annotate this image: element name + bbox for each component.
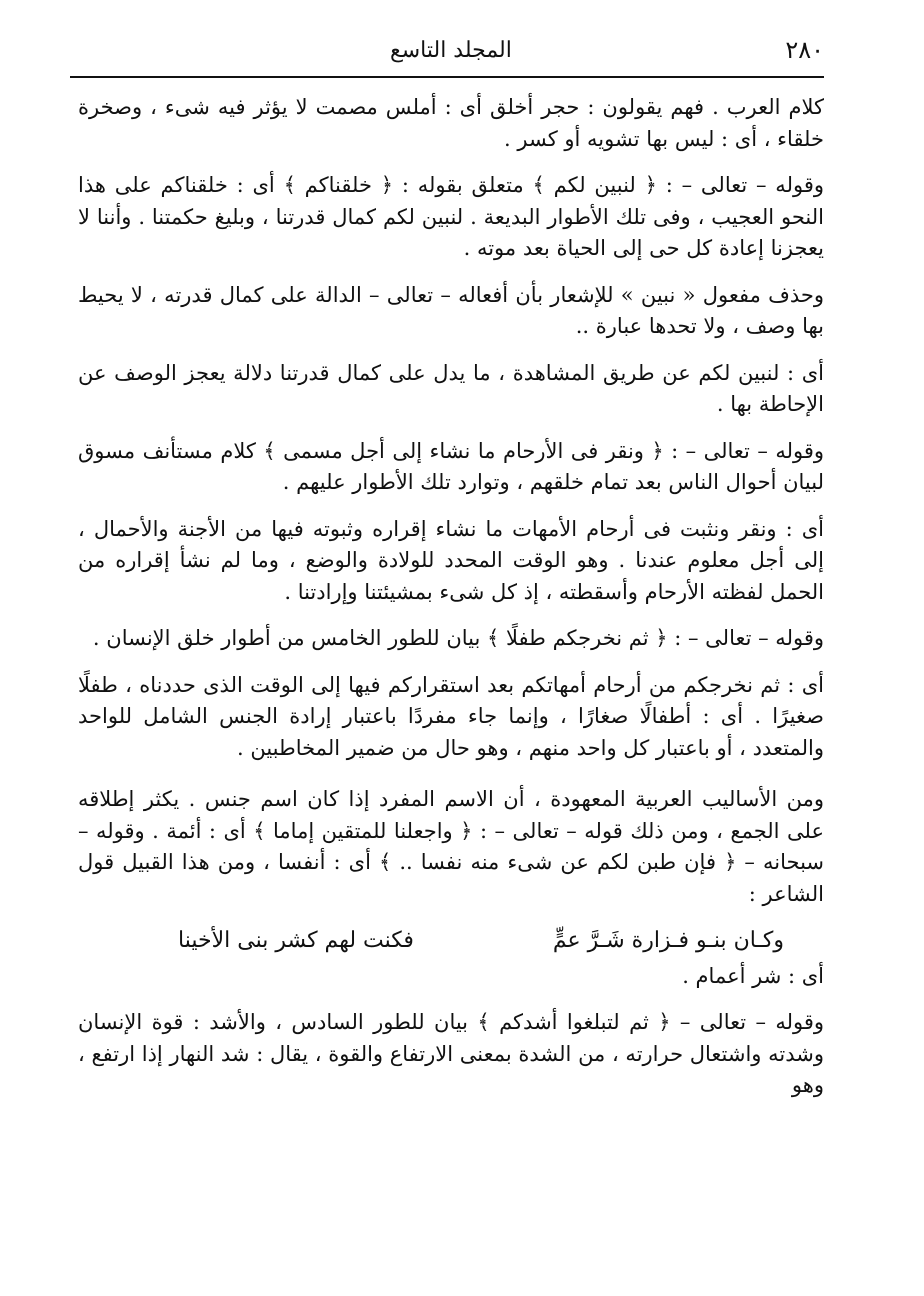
volume-title: المجلد التاسع (390, 37, 512, 63)
paragraph: أى : ثم نخرجكم من أرحام أمهاتكم بعد استقراركم فيها إلى الوقت الذى حددناه ، طفلًا صغيرًا . أى : أطفالًا صغارًا ، وإنما جاء مفردًا باعتبار إرادة الجنس الشامل للواحد والمتعدد ، أو باعتبار كل واحد منهم ، وهو حال من ضمير المخاطبين . (78, 672, 824, 760)
page-header (70, 30, 824, 70)
paragraph: وقوله – تعالى – : ﴿ ثم نخرجكم طفلًا ﴾ بيان للطور الخامس من أطوار خلق الإنسان . (92, 626, 824, 650)
page-body (78, 92, 824, 1117)
page-number: ٢٨٠ (785, 36, 824, 64)
paragraph: وقوله – تعالى – ﴿ ثم لتبلغوا أشدكم ﴾ بيان للطور السادس ، والأشد : قوة الإنسان وشدته واشتعال حرارته ، من الشدة بمعنى الارتفاع والقوة ، يقال : شد النهار إذا ارتفع ، وهو (78, 1010, 824, 1097)
paragraph: كلام العرب . فهم يقولون : حجر أخلق أى : أملس مصمت لا يؤثر فيه شىء ، وصخرة خلقاء ، أى : ليس بها تشويه أو كسر . (78, 95, 824, 151)
paragraph: أى : لنبين لكم عن طريق المشاهدة ، ما يدل على كمال قدرتنا دلالة يعجز الوصف عن الإحاطة بها . (78, 360, 824, 416)
poem-second-hemistich: فكنت لهم كشر بنى الأخينا (178, 928, 414, 953)
poem-verse (78, 925, 824, 957)
paragraph: وقوله – تعالى – : ﴿ لنبين لكم ﴾ متعلق بقوله : ﴿ خلقناكم ﴾ أى : خلقناكم على هذا النحو العجيب ، وفى تلك الأطوار البديعة . لنبين لكم كمال قدرتنا ، وبليغ حكمتنا . وأننا لا يعجزنا إعادة كل حى إلى الحياة بعد موته . (78, 173, 824, 260)
paragraph: ومن الأساليب العربية المعهودة ، أن الاسم المفرد إذا كان اسم جنس . يكثر إطلاقه على الجمع ، ومن ذلك قوله – تعالى – : ﴿ واجعلنا للمتقين إماما ﴾ أى : أئمة . وقوله – سبحانه – ﴿ فإن طبن لكم عن شىء منه نفسا .. ﴾ أى : أنفسا ، ومن هذا القبيل قول الشاعر : (78, 787, 824, 906)
poem-first-hemistich: وكـان بنـو فـزارة شَـرَّ عمٍّ (552, 928, 784, 953)
paragraph: وحذف مفعول « نبين » للإشعار بأن أفعاله – تعالى – الدالة على كمال قدرته ، لا يحيط بها وصف ، ولا تحدها عبارة .. (78, 282, 824, 338)
header-rule (70, 76, 824, 78)
paragraph: وقوله – تعالى – : ﴿ ونقر فى الأرحام ما نشاء إلى أجل مسمى ﴾ كلام مستأنف مسوق لبيان أحوال الناس بعد تمام خلقهم ، وتوارد تلك الأطوار عليهم . (78, 438, 824, 494)
paragraph: أى : شر أعمام . (682, 963, 824, 988)
paragraph: أى : ونقر ونثبت فى أرحام الأمهات ما نشاء إقراره وثبوته فيها من الأجنة والأحمال ، إلى أجل معلوم عندنا . وهو الوقت المحدد للولادة والوضع ، وما لم نشأ إقراره من الحمل لفظته الأرحام وأسقطته ، إذ كل شىء بمشيئتنا وإرادتنا . (78, 516, 824, 604)
